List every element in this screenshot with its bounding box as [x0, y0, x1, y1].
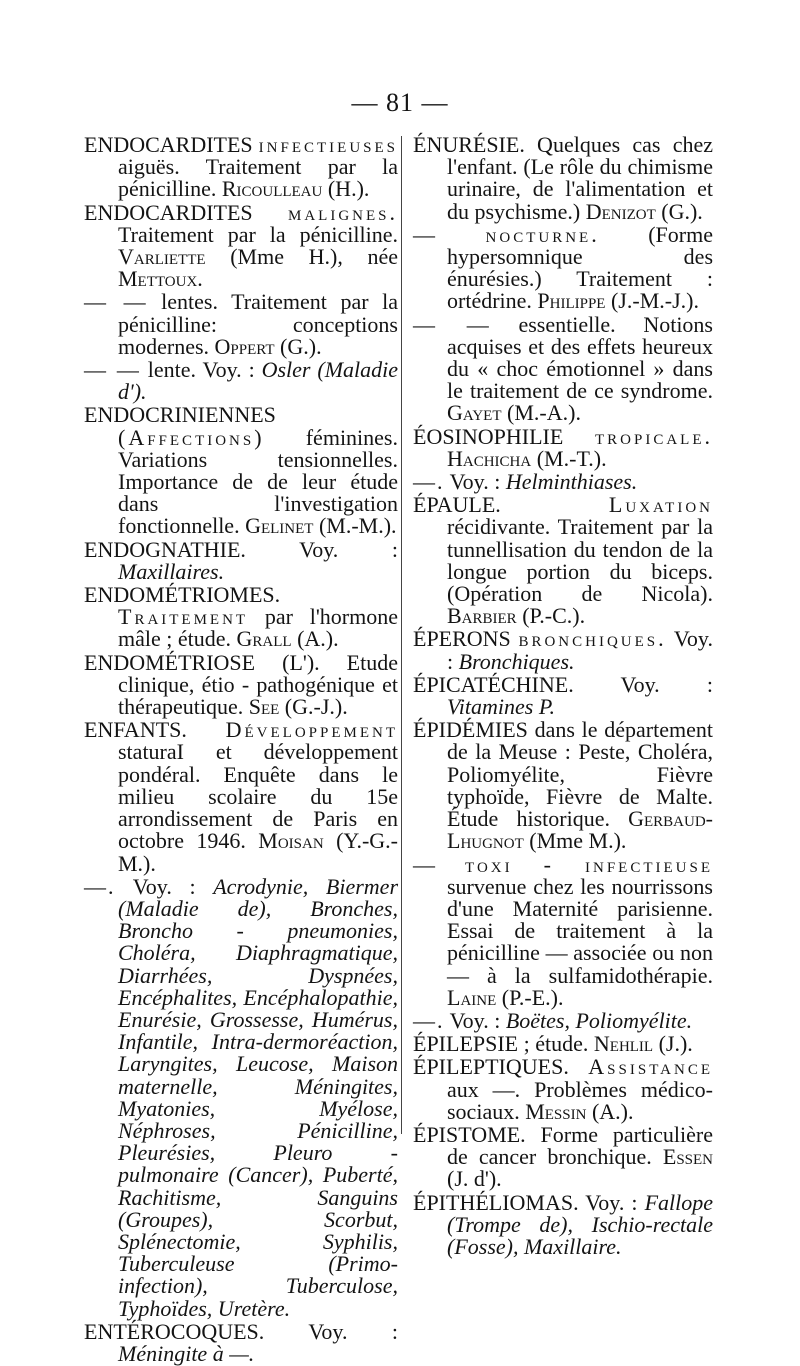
entry-text: Voy. : — [444, 469, 506, 495]
author-name: Gayet — [447, 400, 502, 426]
entry-subheading: Luxation — [608, 492, 713, 518]
entry-text: Voy. : — [115, 873, 214, 899]
author-initials: (J. d'). — [447, 1166, 502, 1192]
author-initials: (Mme M.). — [523, 828, 627, 854]
entry-heading: ENTÉROCOQUES. — [84, 1318, 265, 1344]
entry-text: Traitement par la pénicilline. — [118, 221, 398, 247]
author-name: Hachicha — [447, 445, 532, 471]
author-initials: (P.-E.). — [496, 984, 564, 1010]
entry-text: dans le département de la Meuse : Peste, Choléra, Poliomyélite, Fièvre typhoïde, Fièvre de Malte. Étude historique. — [447, 717, 713, 832]
entry-text: Voy. : — [245, 536, 398, 562]
index-entry — [413, 1033, 713, 1055]
entry-subheading: toxi - infectieuse — [465, 851, 714, 877]
author-name: Messin — [525, 1098, 587, 1124]
index-entry — [413, 471, 713, 493]
author-initials: (Mme H.), née — [205, 244, 398, 270]
author-name: Gelinet — [245, 513, 314, 539]
page-number: — 81 — — [351, 88, 449, 117]
index-entry — [84, 584, 398, 651]
entry-heading: ENDOMÉTRIOSE — [84, 649, 256, 675]
author-name: Varliette — [118, 244, 206, 270]
cross-reference: Osler (Maladie d'). — [118, 357, 399, 405]
index-entry — [84, 134, 398, 201]
author-name: Philippe — [537, 288, 606, 314]
author-initials: (M.-A.). — [501, 400, 581, 426]
entry-dash: — — — [84, 289, 148, 315]
entry-text: aux —. Problèmes médico-sociaux. — [447, 1076, 713, 1124]
entry-dash: —. — [413, 469, 445, 495]
cross-reference: Fallope (Trompe de), Ischio-rectale (Fosse), Maxillaire. — [447, 1189, 713, 1259]
author-initials: (G.-J.). — [279, 694, 348, 720]
index-entry — [413, 628, 713, 672]
author-initials: (A.). — [291, 626, 339, 652]
entry-heading: ÉPAULE. — [413, 492, 501, 518]
entry-text: récidivante. Traitement par la tunnellisation du tendon de la longue portion du biceps. (Opération de Nicola). — [447, 514, 713, 607]
author-name: Ricoulleau — [221, 176, 323, 202]
entry-text: Quelques cas chez l'enfant. (Le rôle du chimisme urinaire, de l'alimentation et du psychisme.) — [447, 132, 713, 224]
entry-text: ; étude. — [518, 1031, 594, 1057]
author-initials: . — [197, 266, 203, 292]
entry-heading: ÉPISTOME. — [413, 1121, 526, 1147]
entry-heading: ÉPERONS — [413, 626, 511, 652]
author-name: Nehlil — [593, 1031, 654, 1057]
entry-text: staturaI et développement pondéral. Enquête dans le milieu scolaire du 15e arrondissement de Paris en octobre 1946. — [118, 739, 398, 854]
entry-subheading: infectieuses — [258, 132, 398, 157]
entry-heading: ÉPILEPSIE — [413, 1031, 519, 1057]
entry-text: Voy. : — [444, 1007, 506, 1033]
entry-dash: — — — [413, 311, 491, 337]
index-entry — [413, 311, 713, 426]
entry-heading: ÉOSINOPHILIE — [413, 423, 564, 449]
author-initials: (J.). — [653, 1031, 693, 1057]
entry-heading: ENDOCARDITES — [84, 199, 253, 225]
author-name: See — [248, 694, 280, 720]
author-initials: (Y.-G.-M.). — [118, 828, 399, 876]
right-column — [413, 134, 713, 1259]
entry-subheading: malignes. — [288, 199, 398, 225]
index-entry — [413, 221, 713, 314]
index-entry — [413, 1007, 713, 1033]
entry-subheading: bronchiques. — [518, 626, 667, 652]
index-entry — [84, 359, 398, 403]
author-name: Denizot — [585, 198, 656, 224]
entry-subheading: Développement — [225, 717, 398, 743]
entry-dash: —. — [413, 1007, 445, 1033]
index-entry — [413, 423, 713, 471]
author-initials: (J.-M.-J.). — [605, 288, 699, 314]
entry-heading: ENDOGNATHIE. — [84, 536, 246, 562]
index-entry — [84, 536, 398, 584]
index-entry — [84, 404, 398, 537]
entry-heading: ÉPILEPTIQUES. — [413, 1054, 569, 1080]
author-initials: (P.-C.). — [516, 603, 586, 629]
author-name: Grall — [236, 626, 292, 652]
entry-text: (Forme hypersomnique des énurésies.) Traitement : ortédrine. — [447, 221, 713, 314]
entry-text: Voy. : — [578, 1189, 645, 1215]
index-entry — [84, 719, 398, 874]
entry-text: par l'hormone mâle ; étude. — [118, 604, 398, 652]
index-entry — [413, 719, 713, 852]
index-entry — [84, 649, 398, 720]
index-entry — [413, 494, 713, 627]
entry-heading: ÉPIDÉMIES — [413, 717, 528, 743]
author-name: Moisan — [258, 828, 324, 854]
index-entry — [413, 134, 713, 223]
entry-heading: ÉNURÉSIE. — [413, 132, 525, 157]
index-entry — [413, 671, 713, 720]
author-name: Essen — [662, 1144, 713, 1170]
index-entry — [413, 851, 714, 1010]
entry-subheading: Traitement — [118, 604, 249, 630]
author-name: Mettoux — [118, 266, 198, 292]
entry-subheading: tropicale. — [595, 423, 713, 449]
index-entry — [413, 1189, 713, 1259]
index-entry — [84, 291, 398, 358]
index-entry — [413, 1121, 713, 1192]
index-entry — [84, 1318, 398, 1366]
index-entry — [84, 199, 398, 292]
cross-reference: Boëtes, Poliomyélite. — [505, 1007, 693, 1033]
entry-text: lentes. Traitement par la pénicilline: conceptions modernes. — [118, 289, 398, 359]
entry-text: Forme particulière de cancer bronchique. — [447, 1121, 713, 1170]
entry-subheading: Assistance — [588, 1054, 713, 1080]
left-column — [84, 134, 398, 1366]
entry-text: aiguës. Traitement par la pénicilline. — [118, 154, 398, 202]
entry-subheading: (Affections) — [118, 424, 265, 450]
entry-heading: ÉPICATÉCHINE. — [413, 671, 574, 697]
author-initials: (M.-T.). — [531, 445, 607, 471]
entry-dash: — — [413, 851, 437, 877]
column-rule — [401, 136, 402, 1134]
cross-reference: Vitamines P. — [447, 694, 555, 720]
author-name: Laine — [447, 984, 497, 1010]
cross-reference: Helminthiases. — [505, 469, 638, 495]
entry-dash: — — — [84, 357, 141, 383]
entry-subheading: nocturne. — [485, 221, 600, 247]
author-initials: (A.). — [586, 1098, 634, 1124]
entry-heading: ENDOCRINIENNES — [84, 402, 276, 428]
index-entry — [84, 873, 399, 1321]
entry-heading: ENDOMÉTRIOMES. — [84, 582, 281, 608]
entry-text: féminines. Variations tensionnelles. Importance de de leur étude dans l'investigation fonctionnelle. — [118, 424, 398, 539]
entry-dash: —. — [84, 873, 116, 899]
author-initials: (G.). — [274, 333, 322, 359]
author-initials: (M.-M.). — [313, 513, 397, 539]
entry-text: Voy. : — [573, 671, 713, 697]
author-name: Barbier — [447, 603, 517, 629]
index-entry — [413, 1056, 713, 1123]
entry-text: Voy. : — [264, 1318, 398, 1344]
entry-text: Voy. : — [447, 626, 713, 674]
cross-reference: Maxillaires. — [118, 558, 225, 584]
entry-text: (L'). Etude clinique, étio - pathogénique et thérapeutique. — [118, 649, 398, 720]
entry-text: survenue chez les nourrissons d'une Maternité parisienne. Essai de traitement à la pénicilline — associée ou non — à la sulfamidothérapie. — [447, 873, 713, 988]
entry-heading: ÉPITHÉLIOMAS. — [413, 1189, 579, 1215]
author-name: Gerbaud-Lhugnot — [447, 806, 713, 854]
cross-reference: Bronchiques. — [458, 648, 575, 674]
author-initials: (G.). — [655, 198, 703, 224]
entry-heading: ENDOCARDITES — [84, 132, 253, 157]
entry-heading: ENFANTS. — [84, 717, 187, 743]
entry-text: essentielle. Notions acquises et des effets heureux du « choc émotionnel » dans le traitement de ce syndrome. — [447, 311, 713, 404]
author-name: Oppert — [214, 333, 275, 359]
cross-reference: Acrodynie, Biermer (Maladie de), Bronches, Broncho - pneumonies, Choléra, Diaphragmatique, Diarrhées, Dyspnées, Encéphalites, Encéphalopathie, Enurésie, Grossesse, Humérus, Infantile, Intra-dermoréaction, Laryngites, Leucose, Maison maternelle, Méningites, Myatonies, Myélose, Néphroses, Pénicilline, Pleurésies, Pleuro - pulmonaire (Cancer), Puberté, Rachitisme, Sanguins (Groupes), Scorbut, Splénectomie, Syphilis, Tuberculeuse (Primo-infection), Tuberculose, Typhoïdes, Uretère. — [118, 873, 399, 1321]
entry-text: lente. Voy. : — [140, 357, 262, 383]
entry-dash: — — [413, 221, 437, 247]
cross-reference: Méningite à —. — [118, 1340, 255, 1366]
author-initials: (H.). — [322, 176, 370, 202]
